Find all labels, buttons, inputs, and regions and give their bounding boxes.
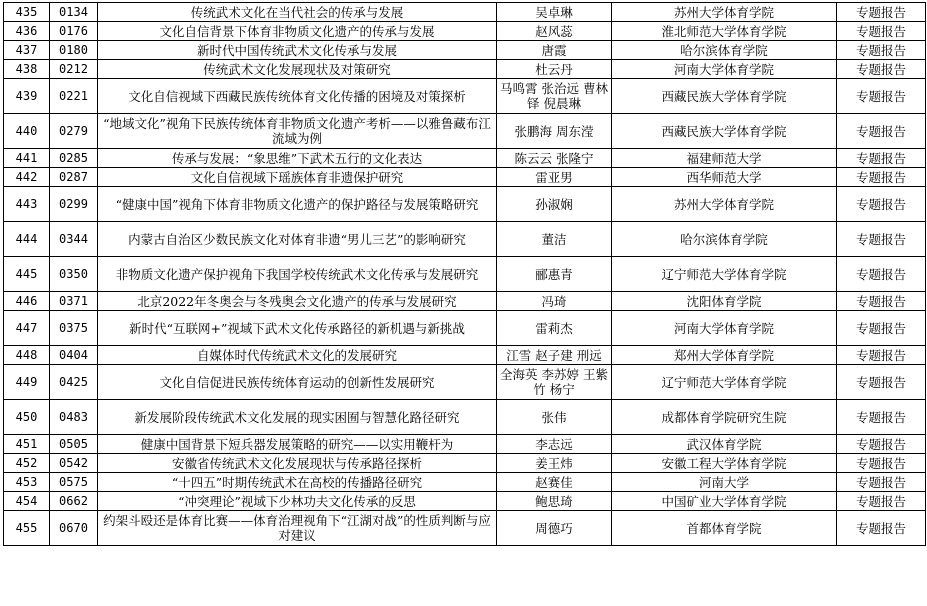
paper-authors: 张伟 (497, 400, 612, 435)
author-unit: 郑州大学体育学院 (612, 346, 837, 365)
paper-title: 文化自信视域下瑶族体育非遗保护研究 (98, 168, 497, 187)
paper-code: 0176 (50, 22, 98, 41)
paper-authors: 江雪 赵子建 刑远 (497, 346, 612, 365)
author-unit: 武汉体育学院 (612, 435, 837, 454)
row-index: 440 (4, 114, 50, 149)
author-unit: 河南大学 (612, 473, 837, 492)
table-row (4, 365, 926, 400)
row-index: 435 (4, 3, 50, 22)
report-type: 专题报告 (837, 168, 926, 187)
paper-title: 健康中国背景下短兵器发展策略的研究——以实用鞭杆为 (98, 435, 497, 454)
paper-code: 0285 (50, 149, 98, 168)
paper-title: 自媒体时代传统武术文化的发展研究 (98, 346, 497, 365)
row-index: 438 (4, 60, 50, 79)
author-unit: 沈阳体育学院 (612, 292, 837, 311)
table-row (4, 3, 926, 22)
author-unit: 苏州大学体育学院 (612, 3, 837, 22)
row-index: 441 (4, 149, 50, 168)
paper-code: 0350 (50, 257, 98, 292)
paper-code: 0180 (50, 41, 98, 60)
table-row (4, 257, 926, 292)
row-index: 446 (4, 292, 50, 311)
table-row (4, 187, 926, 222)
paper-authors: 鲍思琦 (497, 492, 612, 511)
row-index: 447 (4, 311, 50, 346)
paper-authors: 杜云丹 (497, 60, 612, 79)
paper-title: 新时代“互联网+”视域下武术文化传承路径的新机遇与新挑战 (98, 311, 497, 346)
report-type: 专题报告 (837, 187, 926, 222)
paper-title: “健康中国”视角下体育非物质文化遗产的保护路径与发展策略研究 (98, 187, 497, 222)
row-index: 443 (4, 187, 50, 222)
table-row (4, 400, 926, 435)
report-type: 专题报告 (837, 292, 926, 311)
paper-title: 传承与发展：“象思维”下武术五行的文化表达 (98, 149, 497, 168)
paper-code: 0371 (50, 292, 98, 311)
report-type: 专题报告 (837, 311, 926, 346)
paper-code: 0287 (50, 168, 98, 187)
row-index: 445 (4, 257, 50, 292)
author-unit: 首都体育学院 (612, 511, 837, 546)
paper-authors: 雷莉杰 (497, 311, 612, 346)
paper-authors: 周德巧 (497, 511, 612, 546)
paper-authors: 陈云云 张隆宁 (497, 149, 612, 168)
paper-code: 0279 (50, 114, 98, 149)
author-unit: 辽宁师范大学体育学院 (612, 365, 837, 400)
author-unit: 中国矿业大学体育学院 (612, 492, 837, 511)
report-type: 专题报告 (837, 22, 926, 41)
row-index: 444 (4, 222, 50, 257)
paper-title: 安徽省传统武术文化发展现状与传承路径探析 (98, 454, 497, 473)
table-row (4, 292, 926, 311)
row-index: 439 (4, 79, 50, 114)
report-type: 专题报告 (837, 222, 926, 257)
table-row (4, 346, 926, 365)
paper-authors: 郦惠青 (497, 257, 612, 292)
author-unit: 辽宁师范大学体育学院 (612, 257, 837, 292)
row-index: 450 (4, 400, 50, 435)
row-index: 448 (4, 346, 50, 365)
author-unit: 淮北师范大学体育学院 (612, 22, 837, 41)
report-table (3, 2, 926, 546)
paper-title: 文化自信背景下体育非物质文化遗产的传承与发展 (98, 22, 497, 41)
report-type: 专题报告 (837, 365, 926, 400)
paper-code: 0212 (50, 60, 98, 79)
author-unit: 哈尔滨体育学院 (612, 222, 837, 257)
paper-authors: 吴卓琳 (497, 3, 612, 22)
table-row (4, 149, 926, 168)
paper-authors: 冯琦 (497, 292, 612, 311)
author-unit: 河南大学体育学院 (612, 60, 837, 79)
row-index: 437 (4, 41, 50, 60)
paper-authors: 董洁 (497, 222, 612, 257)
report-type: 专题报告 (837, 257, 926, 292)
author-unit: 河南大学体育学院 (612, 311, 837, 346)
report-type: 专题报告 (837, 435, 926, 454)
paper-title: 传统武术文化发展现状及对策研究 (98, 60, 497, 79)
table-row (4, 114, 926, 149)
report-type: 专题报告 (837, 41, 926, 60)
table-row (4, 60, 926, 79)
table-row (4, 511, 926, 546)
paper-authors: 李志远 (497, 435, 612, 454)
report-type: 专题报告 (837, 511, 926, 546)
report-type: 专题报告 (837, 3, 926, 22)
author-unit: 西华师范大学 (612, 168, 837, 187)
paper-title: 非物质文化遗产保护视角下我国学校传统武术文化传承与发展研究 (98, 257, 497, 292)
report-type: 专题报告 (837, 454, 926, 473)
report-type: 专题报告 (837, 114, 926, 149)
paper-title: “地域文化”视角下民族传统体育非物质文化遗产考析——以雅鲁藏布江流域为例 (98, 114, 497, 149)
paper-title: 新发展阶段传统武术文化发展的现实困囿与智慧化路径研究 (98, 400, 497, 435)
row-index: 453 (4, 473, 50, 492)
report-type: 专题报告 (837, 79, 926, 114)
paper-title: 北京2022年冬奥会与冬残奥会文化遗产的传承与发展研究 (98, 292, 497, 311)
report-type: 专题报告 (837, 346, 926, 365)
paper-code: 0299 (50, 187, 98, 222)
table-row (4, 435, 926, 454)
table-row (4, 79, 926, 114)
paper-code: 0134 (50, 3, 98, 22)
paper-code: 0575 (50, 473, 98, 492)
paper-title: 约架斗殴还是体育比赛——体育治理视角下“江湖对战”的性质判断与应对建议 (98, 511, 497, 546)
table-row (4, 473, 926, 492)
row-index: 454 (4, 492, 50, 511)
paper-code: 0670 (50, 511, 98, 546)
report-type: 专题报告 (837, 473, 926, 492)
table-row (4, 311, 926, 346)
table-row (4, 22, 926, 41)
row-index: 442 (4, 168, 50, 187)
paper-authors: 张鹏海 周东滢 (497, 114, 612, 149)
author-unit: 成都体育学院研究生院 (612, 400, 837, 435)
table-row (4, 492, 926, 511)
paper-authors: 孙淑娴 (497, 187, 612, 222)
paper-authors: 雷亚男 (497, 168, 612, 187)
row-index: 455 (4, 511, 50, 546)
paper-code: 0425 (50, 365, 98, 400)
author-unit: 哈尔滨体育学院 (612, 41, 837, 60)
paper-title: 内蒙古自治区少数民族文化对体育非遗“男儿三艺”的影响研究 (98, 222, 497, 257)
report-type: 专题报告 (837, 149, 926, 168)
paper-authors: 赵赛佳 (497, 473, 612, 492)
row-index: 436 (4, 22, 50, 41)
paper-authors: 唐霞 (497, 41, 612, 60)
row-index: 452 (4, 454, 50, 473)
row-index: 449 (4, 365, 50, 400)
author-unit: 苏州大学体育学院 (612, 187, 837, 222)
paper-code: 0375 (50, 311, 98, 346)
paper-code: 0662 (50, 492, 98, 511)
table-row (4, 222, 926, 257)
paper-authors: 姜王炜 (497, 454, 612, 473)
paper-authors: 全海英 李苏婷 王紫竹 杨宁 (497, 365, 612, 400)
paper-code: 0505 (50, 435, 98, 454)
paper-code: 0221 (50, 79, 98, 114)
paper-title: 新时代中国传统武术文化传承与发展 (98, 41, 497, 60)
paper-code: 0344 (50, 222, 98, 257)
paper-title: 文化自信促进民族传统体育运动的创新性发展研究 (98, 365, 497, 400)
paper-authors: 赵风蕊 (497, 22, 612, 41)
paper-title: 传统武术文化在当代社会的传承与发展 (98, 3, 497, 22)
row-index: 451 (4, 435, 50, 454)
author-unit: 安徽工程大学体育学院 (612, 454, 837, 473)
table-row (4, 168, 926, 187)
paper-code: 0404 (50, 346, 98, 365)
paper-title: “冲突理论”视域下少林功夫文化传承的反思 (98, 492, 497, 511)
paper-authors: 马鸣霄 张治远 曹林铎 倪晨琳 (497, 79, 612, 114)
paper-title: 文化自信视域下西藏民族传统体育文化传播的困境及对策探析 (98, 79, 497, 114)
report-type: 专题报告 (837, 400, 926, 435)
report-type: 专题报告 (837, 492, 926, 511)
author-unit: 西藏民族大学体育学院 (612, 114, 837, 149)
paper-title: “十四五”时期传统武术在高校的传播路径研究 (98, 473, 497, 492)
paper-code: 0542 (50, 454, 98, 473)
report-type: 专题报告 (837, 60, 926, 79)
table-row (4, 454, 926, 473)
author-unit: 福建师范大学 (612, 149, 837, 168)
author-unit: 西藏民族大学体育学院 (612, 79, 837, 114)
paper-code: 0483 (50, 400, 98, 435)
table-row (4, 41, 926, 60)
